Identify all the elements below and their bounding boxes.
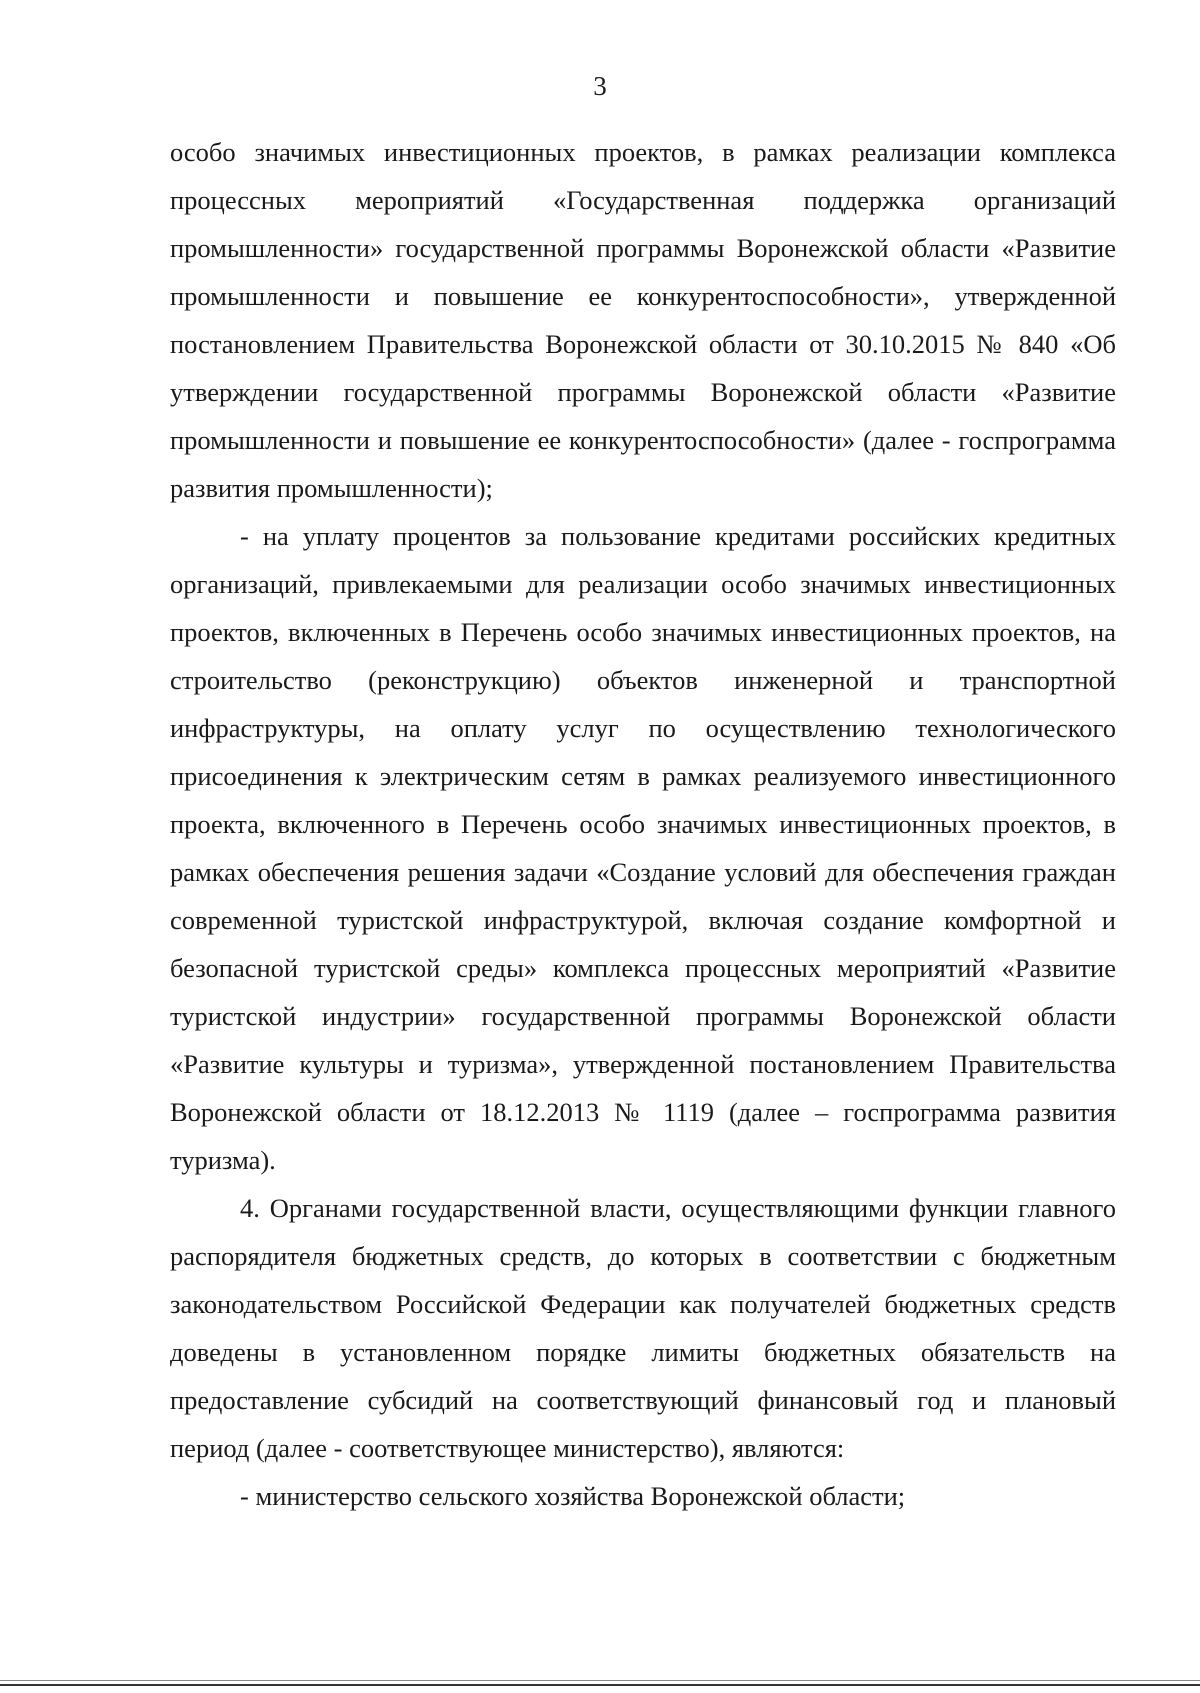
paragraph-ministry-agriculture: - министерство сельского хозяйства Воронежской области;: [240, 1481, 906, 1511]
page-number: 3: [593, 71, 607, 101]
paragraph-continuation: особо значимых инвестиционных проектов, в рамках реализации комплекса процессных мероприятий «Государственная поддержка организаций промышленности» государственной программы Воронежской области «Развитие промышленности и повышение ее конкурентоспособности», утвержденной постановлением Правительства Воронежской области от 30.10.2015 № 840 «Об утверждении государственной программы Воронежской области «Развитие промышленности и повышение ее конкурентоспособности» (далее - госпрограмма развития промышленности);: [170, 137, 1116, 503]
document-body: [170, 128, 1116, 1520]
footer-rule-thin: [0, 1680, 1200, 1681]
footer-rule: [0, 1684, 1200, 1686]
paragraph-interest-payment: - на уплату процентов за пользование кредитами российских кредитных организаций, привлекаемыми для реализации особо значимых инвестиционных проектов, включенных в Перечень особо значимых инвестиционных проектов, на строительство (реконструкцию) объектов инженерной и транспортной инфраструктуры, на оплату услуг по осуществлению технологического присоединения к электрическим сетям в рамках реализуемого инвестиционного проекта, включенного в Перечень особо значимых инвестиционных проектов, в рамках обеспечения решения задачи «Создание условий для обеспечения граждан современной туристской инфраструктурой, включая создание комфортной и безопасной туристской среды» комплекса процессных мероприятий «Развитие туристской индустрии» государственной программы Воронежской области «Развитие культуры и туризма», утвержденной постановлением Правительства Воронежской области от 18.12.2013 № 1119 (далее – госпрограмма развития туризма).: [170, 521, 1116, 1175]
paragraph-item-4: 4. Органами государственной власти, осуществляющими функции главного распорядителя бюджетных средств, до которых в соответствии с бюджетным законодательством Российской Федерации как получателей бюджетных средств доведены в установленном порядке лимиты бюджетных обязательств на предоставление субсидий на соответствующий финансовый год и плановый период (далее - соответствующее министерство), являются:: [170, 1193, 1116, 1463]
